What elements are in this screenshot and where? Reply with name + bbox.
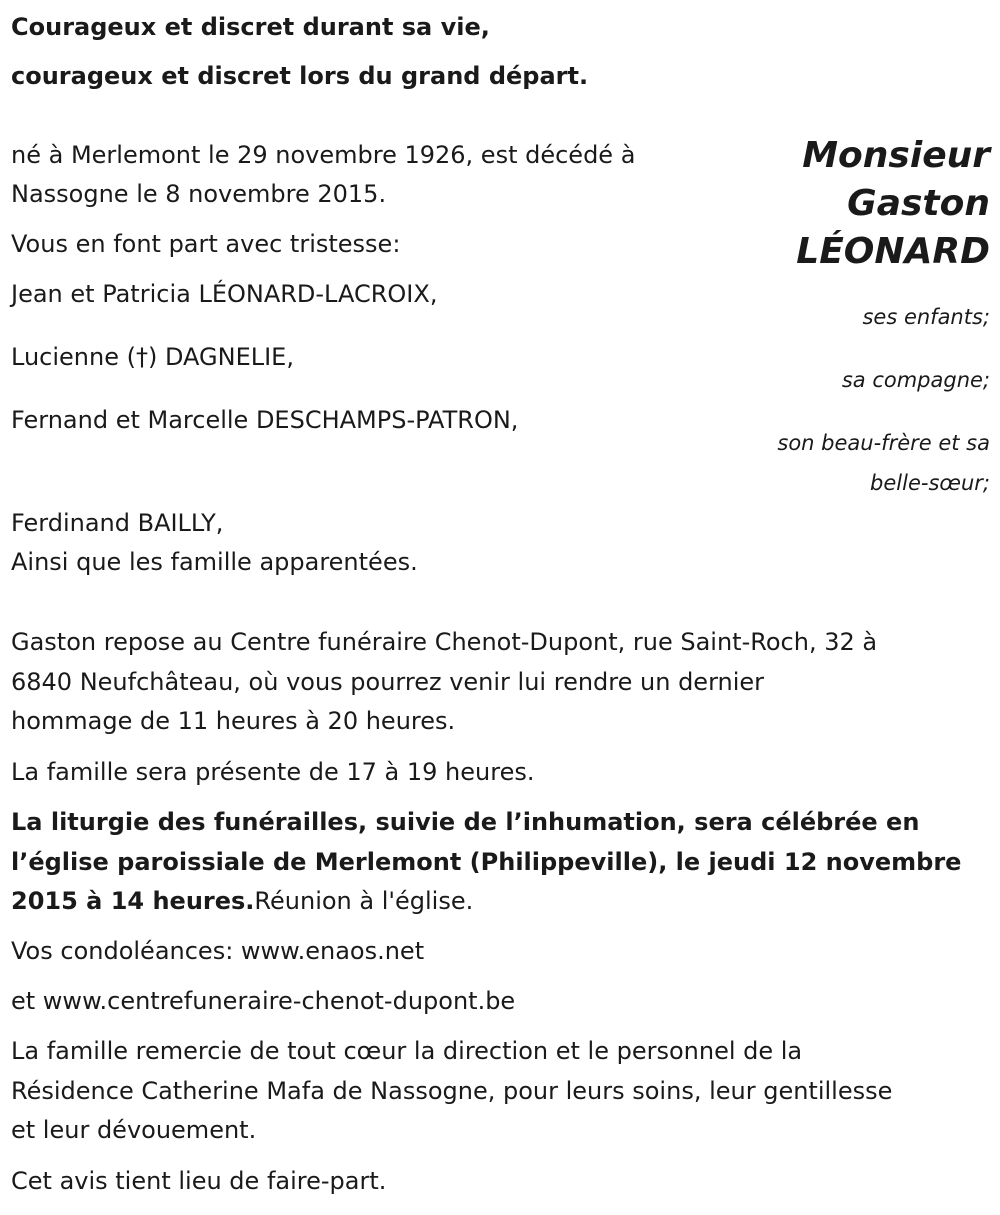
liturgy-line-1: La liturgie des funérailles, suivie de l’inhumation, sera célébrée en	[11, 808, 920, 836]
motto-line-2: courageux et discret lors du grand départ.	[11, 62, 589, 90]
relation-children: ses enfants;	[862, 305, 990, 329]
condolences-line-2: et www.centrefuneraire-chenot-dupont.be	[11, 987, 516, 1015]
liturgy-meeting: Réunion à l'église.	[254, 887, 474, 915]
relation-in-laws-line-1: son beau-frère et sa	[777, 431, 990, 455]
family-member-3: Fernand et Marcelle DESCHAMPS-PATRON,	[11, 406, 519, 434]
birth-death-line-1: né à Merlemont le 29 novembre 1926, est décédé à	[11, 141, 636, 169]
repose-line-2: 6840 Neufchâteau, où vous pourrez venir lui rendre un dernier	[11, 668, 765, 696]
birth-death-line-2: Nassogne le 8 novembre 2015.	[11, 180, 387, 208]
condolences-line-1: Vos condoléances: www.enaos.net	[11, 937, 425, 965]
family-member-1: Jean et Patricia LÉONARD-LACROIX,	[11, 280, 438, 308]
announce-text: Vous en font part avec tristesse:	[11, 230, 401, 258]
thanks-line-3: et leur dévouement.	[11, 1116, 257, 1144]
relation-companion: sa compagne;	[841, 368, 990, 392]
others-line-2: Ainsi que les famille apparentées.	[11, 548, 418, 576]
relation-in-laws-line-2: belle-sœur;	[870, 471, 990, 495]
deceased-first-name: Gaston	[847, 183, 990, 224]
deceased-last-name: LÉONARD	[796, 231, 990, 272]
closing-text: Cet avis tient lieu de faire-part.	[11, 1167, 387, 1195]
family-member-2: Lucienne (†) DAGNELIE,	[11, 343, 294, 371]
thanks-line-2: Résidence Catherine Mafa de Nassogne, pour leurs soins, leur gentillesse	[11, 1077, 893, 1105]
liturgy-line-3	[11, 881, 473, 921]
liturgy-date-bold: 2015 à 14 heures.	[11, 887, 255, 915]
repose-line-3: hommage de 11 heures à 20 heures.	[11, 707, 456, 735]
presence-text: La famille sera présente de 17 à 19 heures.	[11, 758, 535, 786]
thanks-line-1: La famille remercie de tout cœur la direction et le personnel de la	[11, 1037, 803, 1065]
repose-line-1: Gaston repose au Centre funéraire Chenot-Dupont, rue Saint-Roch, 32 à	[11, 628, 878, 656]
motto-line-1: Courageux et discret durant sa vie,	[11, 13, 490, 41]
deceased-title: Monsieur	[802, 135, 990, 176]
others-line-1: Ferdinand BAILLY,	[11, 509, 224, 537]
liturgy-line-2: l’église paroissiale de Merlemont (Philippeville), le jeudi 12 novembre	[11, 848, 962, 876]
